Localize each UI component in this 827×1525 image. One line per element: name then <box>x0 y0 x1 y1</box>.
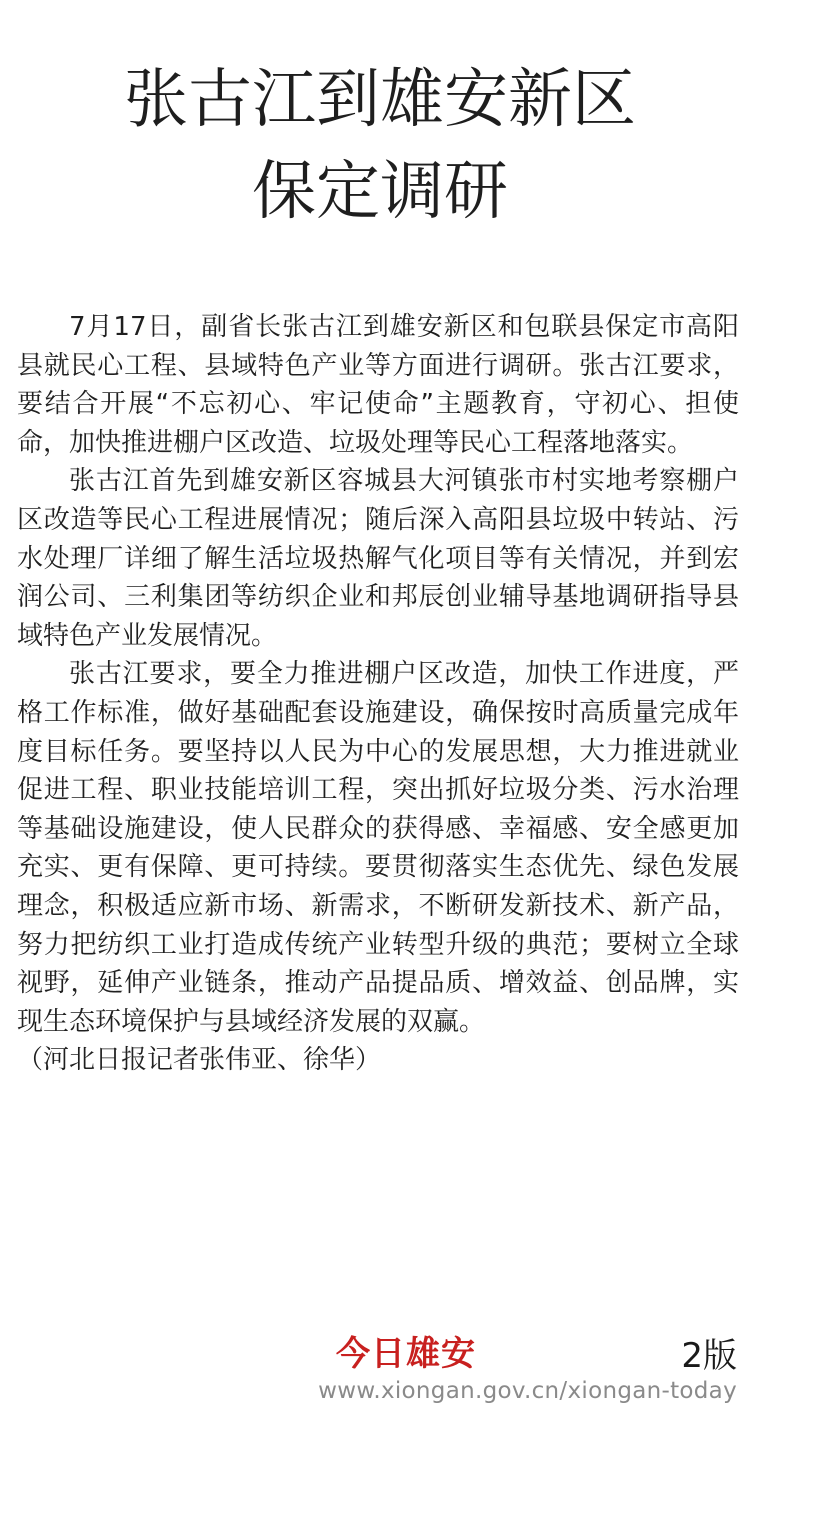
headline-line-2: 保定调研 <box>252 155 508 229</box>
headline-line-1: 张古江到雄安新区 <box>124 63 636 137</box>
article-byline: （河北日报记者张伟亚、徐华） <box>17 1045 382 1076</box>
article-paragraph-3: 张古江要求，要全力推进棚户区改造，加快工作进度，严格工作标准，做好基础配套设施建设，确保按时高质量完成年度目标任务。要坚持以人民为中心的发展思想，大力推进就业促进工程、职业技能培训工程，突出抓好垃圾分类、污水治理等基础设施建设，使人民群众的获得感、幸福感、安全感更加充实、更有保障、更可持续。要贯彻落实生态优先、绿色发展理念，积极适应新市场、新需求，不断研发新技术、新产品，努力把纺织工业打造成传统产业转型升级的典范；要树立全球视野，延伸产业链条，推动产品提品质、增效益、创品牌，实现生态环境保护与县域经济发展的双赢。 <box>17 659 739 1037</box>
brand-logo: 今日雄安 <box>336 1334 476 1374</box>
article-paragraph-1: 7月17日，副省长张古江到雄安新区和包联县保定市高阳县就民心工程、县域特色产业等方面进行调研。张古江要求，要结合开展“不忘初心、牢记使命”主题教育，守初心、担使命，加快推进棚户区改造、垃圾处理等民心工程落地落实。 <box>17 312 739 458</box>
footer-url[interactable]: www.xiongan.gov.cn/xiongan-today <box>318 1378 737 1404</box>
article-paragraph-2: 张古江首先到雄安新区容城县大河镇张市村实地考察棚户区改造等民心工程进展情况；随后深入高阳县垃圾中转站、污水处理厂详细了解生活垃圾热解气化项目等有关情况，并到宏润公司、三利集团等纺织企业和邦辰创业辅导基地调研指导县域特色产业发展情况。 <box>17 466 739 651</box>
page-number: 2版 <box>681 1336 737 1376</box>
article-body <box>17 308 739 1080</box>
